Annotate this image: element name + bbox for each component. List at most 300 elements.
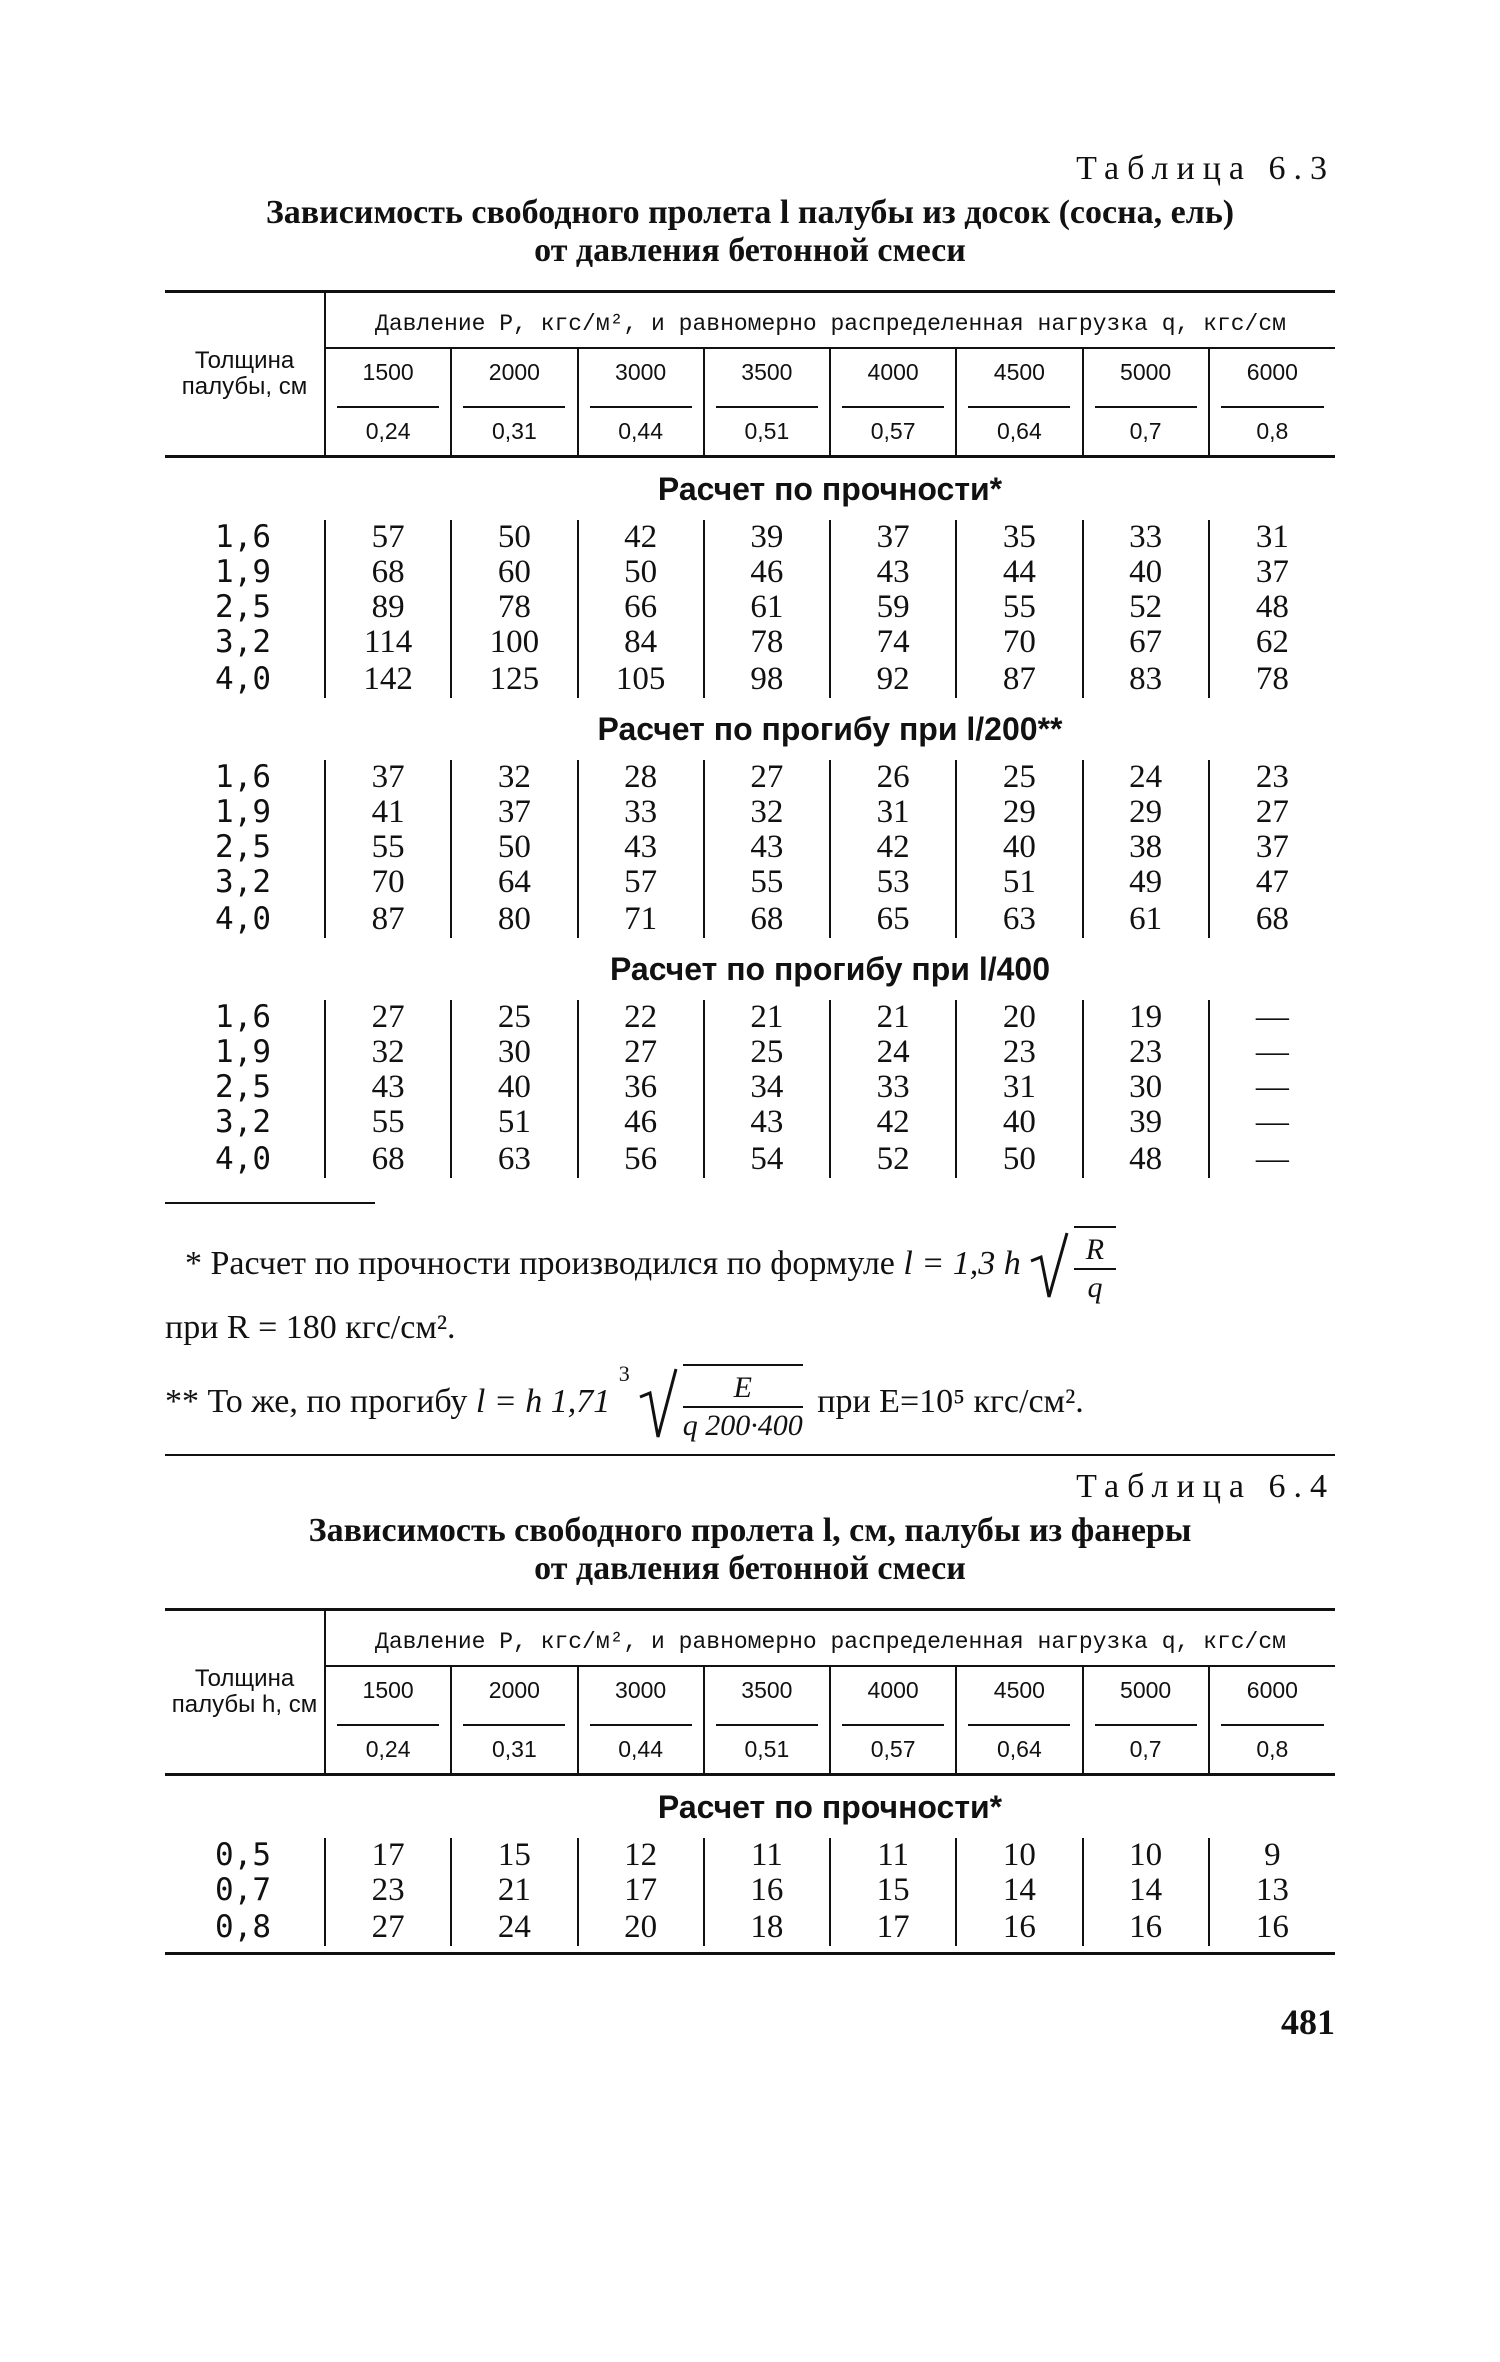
load-text: 0,51 [744,1735,790,1762]
table-row [165,1105,1335,1140]
span-value: 55 [325,1105,451,1140]
span-value: 24 [451,1908,577,1946]
span-value: 12 [578,1838,704,1873]
table-title [165,1512,1335,1588]
span-value: 17 [830,1908,956,1946]
span-value: 43 [704,1105,830,1140]
thickness-value: 1,9 [215,794,271,830]
span-value: 70 [325,865,451,900]
span-value: 65 [830,900,956,938]
span-value: 10 [1083,1838,1209,1873]
span-value: 17 [325,1838,451,1873]
span-value: 39 [704,520,830,555]
load-text: 0,44 [618,417,663,444]
table-row [165,1838,1335,1873]
header-underline [590,406,692,408]
footnotes [165,1226,1335,1444]
span-value: 33 [578,795,704,830]
span-value: 27 [325,1000,451,1035]
fraction-denominator: q [1087,1271,1103,1304]
span-value: 55 [325,830,451,865]
load-text: 0,31 [491,417,537,444]
cube-root-radical [618,1361,809,1444]
span-value: — [1209,1035,1335,1070]
span-value: 68 [325,1140,451,1178]
section-title: Расчет по прочности* [657,470,1003,507]
span-value: — [1209,1140,1335,1178]
table-header [165,1610,1335,1775]
pressure-value: 3000 [578,1666,704,1713]
load-text: 0,24 [365,1735,411,1762]
span-value: 31 [1209,520,1335,555]
table-title [165,194,1335,270]
table-label: Таблица 6.4 [1076,1468,1335,1505]
span-value: 35 [956,520,1082,555]
load-value [830,1713,956,1775]
span-value: 47 [1209,865,1335,900]
footnote-text: ** То же, по прогибу [165,1382,468,1420]
section-header-row [165,938,1335,1000]
span-value: 84 [578,625,704,660]
span-value: 42 [830,830,956,865]
footnote-text: * Расчет по прочности производился по формуле [185,1244,895,1282]
table-row [165,1140,1335,1178]
span-value: 46 [578,1105,704,1140]
pressure-header: Давление P, кгс/м², и равномерно распределенная нагрузка q, кгс/см [325,292,1335,349]
table-row [165,760,1335,795]
span-value: 9 [1209,1838,1335,1873]
thickness-value: 1,6 [215,759,271,795]
span-value: 37 [1209,830,1335,865]
header-underline [1095,406,1197,408]
span-value: 13 [1209,1873,1335,1908]
span-value: 50 [578,555,704,590]
span-value: 50 [451,830,577,865]
header-underline [716,1724,818,1726]
pressure-row [165,1666,1335,1713]
span-value: 87 [956,660,1082,698]
span-value: 57 [325,520,451,555]
span-value: 57 [578,865,704,900]
section-header-row [165,457,1335,521]
span-value: 26 [830,760,956,795]
span-value: 78 [451,590,577,625]
span-value: 43 [830,555,956,590]
table-title-line: Зависимость свободного пролета l, см, палубы из фанеры [308,1512,1192,1549]
thickness-value: 4,0 [215,900,271,937]
load-text: 0,8 [1256,417,1289,444]
span-value: 50 [451,520,577,555]
span-value: 14 [956,1873,1082,1908]
table-header [165,292,1335,457]
span-value: 66 [578,590,704,625]
table-row [165,900,1335,938]
span-value: 67 [1083,625,1209,660]
span-value: 24 [1083,760,1209,795]
load-row [165,395,1335,457]
divider [165,1454,1335,1456]
span-value: 25 [704,1035,830,1070]
span-value: 43 [704,830,830,865]
span-value: 23 [956,1035,1082,1070]
span-value: 62 [1209,625,1335,660]
thickness-value: 3,2 [215,864,271,900]
load-value [325,395,451,457]
thickness-value: 1,9 [215,554,271,590]
span-value: 11 [830,1838,956,1873]
load-text: 0,8 [1256,1735,1289,1762]
pressure-value: 4000 [830,1666,956,1713]
thickness-value: 1,9 [215,1034,271,1070]
span-value: 55 [956,590,1082,625]
span-value: 92 [830,660,956,698]
load-text: 0,64 [996,417,1042,444]
formula: l = h 1,71 [475,1382,611,1420]
table-row [165,555,1335,590]
section-header-row [165,698,1335,760]
table-title-line: от давления бетонной смеси [534,232,966,269]
pressure-row [165,348,1335,395]
fraction [1074,1226,1116,1306]
span-value: 61 [704,590,830,625]
span-value: 87 [325,900,451,938]
load-text: 0,51 [744,417,790,444]
span-value: 33 [830,1070,956,1105]
pressure-value: 4000 [830,348,956,395]
span-value: 105 [578,660,704,698]
span-value: 40 [956,830,1082,865]
load-text: 0,64 [996,1735,1042,1762]
load-value [956,395,1082,457]
pressure-value: 6000 [1246,358,1298,385]
table-row [165,1873,1335,1908]
table-row [165,520,1335,555]
load-value [578,395,704,457]
span-value: 20 [578,1908,704,1946]
header-underline [716,406,818,408]
span-value: 89 [325,590,451,625]
span-value: 51 [451,1105,577,1140]
load-text: 0,7 [1129,1735,1162,1762]
data-table [165,1608,1335,1955]
footnote-1 [165,1226,1335,1306]
span-value: 17 [578,1873,704,1908]
span-value: 20 [956,1000,1082,1035]
load-value [578,1713,704,1775]
thickness-value: 1,6 [215,999,271,1035]
span-value: 43 [578,830,704,865]
footnote-1-tail: при R = 180 кгс/см². [165,1309,456,1346]
span-value: 11 [704,1838,830,1873]
thickness-value: 4,0 [215,1140,271,1177]
thickness-value: 0,7 [215,1872,271,1908]
table-row [165,830,1335,865]
load-value [830,395,956,457]
span-value: 64 [451,865,577,900]
thickness-value: 2,5 [215,829,271,865]
load-text: 0,31 [491,1735,537,1762]
span-value: 50 [956,1140,1082,1178]
header-row [165,1610,1335,1667]
header-underline [337,406,439,408]
footnote-divider [165,1202,375,1204]
load-value [325,1713,451,1775]
thickness-value: 2,5 [215,1069,271,1105]
span-value: 14 [1083,1873,1209,1908]
span-value: 30 [1083,1070,1209,1105]
table-row [165,1908,1335,1946]
data-table [165,290,1335,1184]
span-value: 30 [451,1035,577,1070]
header-underline [968,406,1070,408]
span-value: 53 [830,865,956,900]
span-value: 22 [578,1000,704,1035]
span-value: 48 [1083,1140,1209,1178]
span-value: 38 [1083,830,1209,865]
page [165,150,1335,2042]
thickness-header: Толщина палубы h, см [165,1610,325,1775]
span-value: 10 [956,1838,1082,1873]
thickness-value: 1,6 [215,519,271,555]
load-text: 0,7 [1129,417,1162,444]
pressure-value: 1500 [325,1666,451,1713]
span-value: 41 [325,795,451,830]
header-underline [1221,406,1324,408]
pressure-header: Давление P, кгс/м², и равномерно распределенная нагрузка q, кгс/см [325,1610,1335,1667]
span-value: 63 [956,900,1082,938]
span-value: 52 [830,1140,956,1178]
load-value [1083,395,1209,457]
load-text: 0,57 [870,417,916,444]
span-value: — [1209,1000,1335,1035]
fraction-numerator: R [1074,1232,1116,1270]
span-value: 40 [956,1105,1082,1140]
section-title: Расчет по прогибу при l/400 [609,950,1051,987]
span-value: 31 [956,1070,1082,1105]
span-value: 27 [325,1908,451,1946]
span-value: 29 [956,795,1082,830]
span-value: — [1209,1070,1335,1105]
span-value: 49 [1083,865,1209,900]
span-value: 21 [451,1873,577,1908]
span-value: 16 [704,1873,830,1908]
span-value: 23 [1209,760,1335,795]
span-value: 68 [704,900,830,938]
header-underline [463,406,565,408]
span-value: 48 [1209,590,1335,625]
span-value: 43 [325,1070,451,1105]
fraction [683,1364,803,1444]
table-bottom-rule [165,1946,1335,1954]
table-row [165,865,1335,900]
span-value: 42 [578,520,704,555]
formula: l = 1,3 h [903,1244,1021,1282]
pressure-value: 2000 [451,1666,577,1713]
sqrt-radical [1029,1226,1122,1306]
span-value: 74 [830,625,956,660]
load-text: 0,24 [365,417,411,444]
span-value: 39 [1083,1105,1209,1140]
span-value: 33 [1083,520,1209,555]
span-value: 83 [1083,660,1209,698]
span-value: 34 [704,1070,830,1105]
span-value: 37 [325,760,451,795]
load-value [956,1713,1082,1775]
table-title-line: Зависимость свободного пролета l палубы из досок (сосна, ель) [265,194,1235,231]
fraction-denominator: q 200·400 [682,1409,803,1442]
load-value [451,1713,577,1775]
load-value [1209,395,1335,457]
span-value: 16 [956,1908,1082,1946]
span-value: 27 [704,760,830,795]
span-value: 32 [704,795,830,830]
table-row [165,1000,1335,1035]
span-value: 27 [1209,795,1335,830]
load-value [1209,1713,1335,1775]
table-row [165,1035,1335,1070]
span-value: 78 [704,625,830,660]
header-underline [968,1724,1070,1726]
table-body [165,457,1335,1185]
span-value: 21 [830,1000,956,1035]
span-value: 60 [451,555,577,590]
header-underline [463,1724,565,1726]
span-value: 44 [956,555,1082,590]
span-value: 24 [830,1035,956,1070]
span-value: 29 [1083,795,1209,830]
span-value: 68 [325,555,451,590]
span-value: 27 [578,1035,704,1070]
span-value: 40 [1083,555,1209,590]
span-value: 63 [451,1140,577,1178]
load-value [451,395,577,457]
span-value: 15 [451,1838,577,1873]
pressure-value: 3000 [578,348,704,395]
thickness-value: 4,0 [215,660,271,697]
footnote-text: при E=10⁵ кгс/см². [817,1382,1084,1420]
span-value: 52 [1083,590,1209,625]
span-value: 70 [956,625,1082,660]
thickness-header: Толщина палубы, см [165,292,325,457]
header-underline [337,1724,439,1726]
table-row [165,625,1335,660]
thickness-value: 2,5 [215,589,271,625]
fraction-numerator: E [683,1370,803,1408]
span-value: 37 [451,795,577,830]
load-value [704,395,830,457]
header-underline [1095,1724,1197,1726]
header-underline [590,1724,692,1726]
pressure-value: 2000 [451,348,577,395]
span-value: 80 [451,900,577,938]
pressure-value: 3500 [704,348,830,395]
load-text: 0,57 [870,1735,916,1762]
span-value: 68 [1209,900,1335,938]
pressure-value: 3500 [704,1666,830,1713]
span-value: 21 [704,1000,830,1035]
section-title: Расчет по прочности* [657,1788,1003,1825]
span-value: 32 [451,760,577,795]
span-value: 31 [830,795,956,830]
thickness-value: 3,2 [215,1104,271,1140]
thickness-value: 0,5 [215,1837,271,1873]
pressure-value: 5000 [1083,1666,1209,1713]
table-label: Таблица 6.3 [1076,150,1335,187]
root-index: 3 [618,1361,630,1387]
span-value: 32 [325,1035,451,1070]
header-underline [842,406,944,408]
table-body [165,1775,1335,1954]
pressure-value: 4500 [956,1666,1082,1713]
span-value: 55 [704,865,830,900]
span-value: — [1209,1105,1335,1140]
span-value: 15 [830,1873,956,1908]
table-title-line: от давления бетонной смеси [534,1550,966,1587]
span-value: 61 [1083,900,1209,938]
table-row [165,1070,1335,1105]
span-value: 125 [451,660,577,698]
span-value: 28 [578,760,704,795]
span-value: 42 [830,1105,956,1140]
table-bottom-rule [165,1178,1335,1184]
pressure-value: 4500 [956,348,1082,395]
span-value: 19 [1083,1000,1209,1035]
span-value: 25 [451,1000,577,1035]
span-value: 71 [578,900,704,938]
span-value: 16 [1209,1908,1335,1946]
span-value: 23 [1083,1035,1209,1070]
span-value: 37 [830,520,956,555]
load-value [1083,1713,1209,1775]
load-value [704,1713,830,1775]
span-value: 56 [578,1140,704,1178]
header-underline [842,1724,944,1726]
span-value: 54 [704,1140,830,1178]
table-row [165,590,1335,625]
pressure-value: 6000 [1246,1676,1298,1703]
span-value: 36 [578,1070,704,1105]
span-value: 18 [704,1908,830,1946]
pressure-value: 5000 [1083,348,1209,395]
span-value: 100 [451,625,577,660]
span-value: 51 [956,865,1082,900]
page-number: 481 [1281,2002,1335,2042]
header-row [165,292,1335,349]
span-value: 40 [451,1070,577,1105]
load-text: 0,44 [618,1735,663,1762]
load-row [165,1713,1335,1775]
section-title: Расчет по прогибу при l/200** [597,710,1063,747]
span-value: 16 [1083,1908,1209,1946]
span-value: 78 [1209,660,1335,698]
span-value: 98 [704,660,830,698]
section-header-row [165,1775,1335,1839]
span-value: 142 [325,660,451,698]
thickness-value: 0,8 [215,1908,271,1945]
pressure-value: 1500 [325,348,451,395]
table-row [165,795,1335,830]
span-value: 46 [704,555,830,590]
span-value: 59 [830,590,956,625]
span-value: 25 [956,760,1082,795]
span-value: 114 [325,625,451,660]
header-underline [1221,1724,1324,1726]
span-value: 37 [1209,555,1335,590]
span-value: 23 [325,1873,451,1908]
table-row [165,660,1335,698]
thickness-value: 3,2 [215,624,271,660]
footnote-2 [165,1361,1335,1444]
